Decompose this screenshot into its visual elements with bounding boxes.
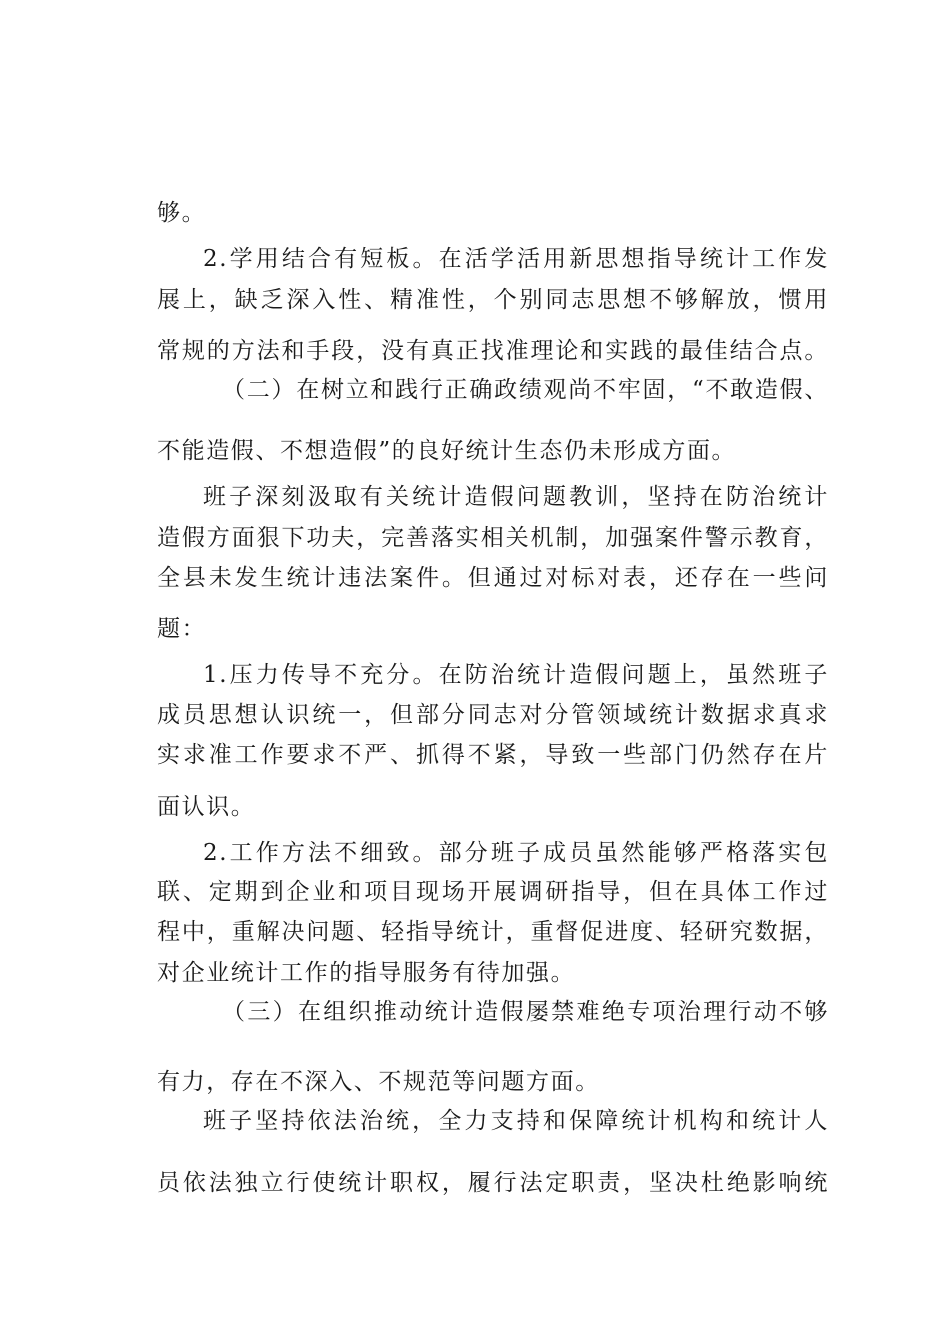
text-line: 联、定期到企业和项目现场开展调研指导，但在具体工作过 bbox=[157, 879, 829, 905]
text-line: 2.学用结合有短板。在活学活用新思想指导统计工作发 bbox=[203, 246, 829, 272]
text-line: 班子坚持依法治统，全力支持和保障统计机构和统计人 bbox=[203, 1108, 829, 1134]
text-line: 够。 bbox=[157, 200, 207, 226]
text-line: 展上，缺乏深入性、精准性，个别同志思想不够解放，惯用 bbox=[157, 287, 829, 313]
section-heading: 不能造假、不想造假”的良好统计生态仍未形成方面。 bbox=[157, 438, 737, 464]
text-line: 面认识。 bbox=[157, 794, 256, 820]
section-heading: 有力，存在不深入、不规范等问题方面。 bbox=[157, 1069, 600, 1095]
text-line: 员依法独立行使统计职权，履行法定职责，坚决杜绝影响统 bbox=[157, 1170, 829, 1196]
text-line: 全县未发生统计违法案件。但通过对标对表，还存在一些问 bbox=[157, 565, 829, 591]
text-line: 造假方面狠下功夫，完善落实相关机制，加强案件警示教育， bbox=[157, 525, 829, 551]
text-line: 实求准工作要求不严、抓得不紧，导致一些部门仍然存在片 bbox=[157, 742, 829, 768]
text-line: 成员思想认识统一，但部分同志对分管领域统计数据求真求 bbox=[157, 702, 829, 728]
section-heading: （二）在树立和践行正确政绩观尚不牢固，“不敢造假、 bbox=[222, 377, 829, 403]
text-line: 对企业统计工作的指导服务有待加强。 bbox=[157, 960, 576, 986]
text-line: 班子深刻汲取有关统计造假问题教训，坚持在防治统计 bbox=[203, 484, 829, 510]
text-line: 1.压力传导不充分。在防治统计造假问题上，虽然班子 bbox=[203, 662, 829, 688]
section-heading: （三）在组织推动统计造假屡禁难绝专项治理行动不够 bbox=[222, 999, 829, 1025]
text-line: 程中，重解决问题、轻指导统计，重督促进度、轻研究数据， bbox=[157, 919, 829, 945]
text-line: 常规的方法和手段，没有真正找准理论和实践的最佳结合点。 bbox=[157, 338, 829, 364]
text-line: 2.工作方法不细致。部分班子成员虽然能够严格落实包 bbox=[203, 840, 829, 866]
text-line: 题： bbox=[157, 616, 207, 642]
